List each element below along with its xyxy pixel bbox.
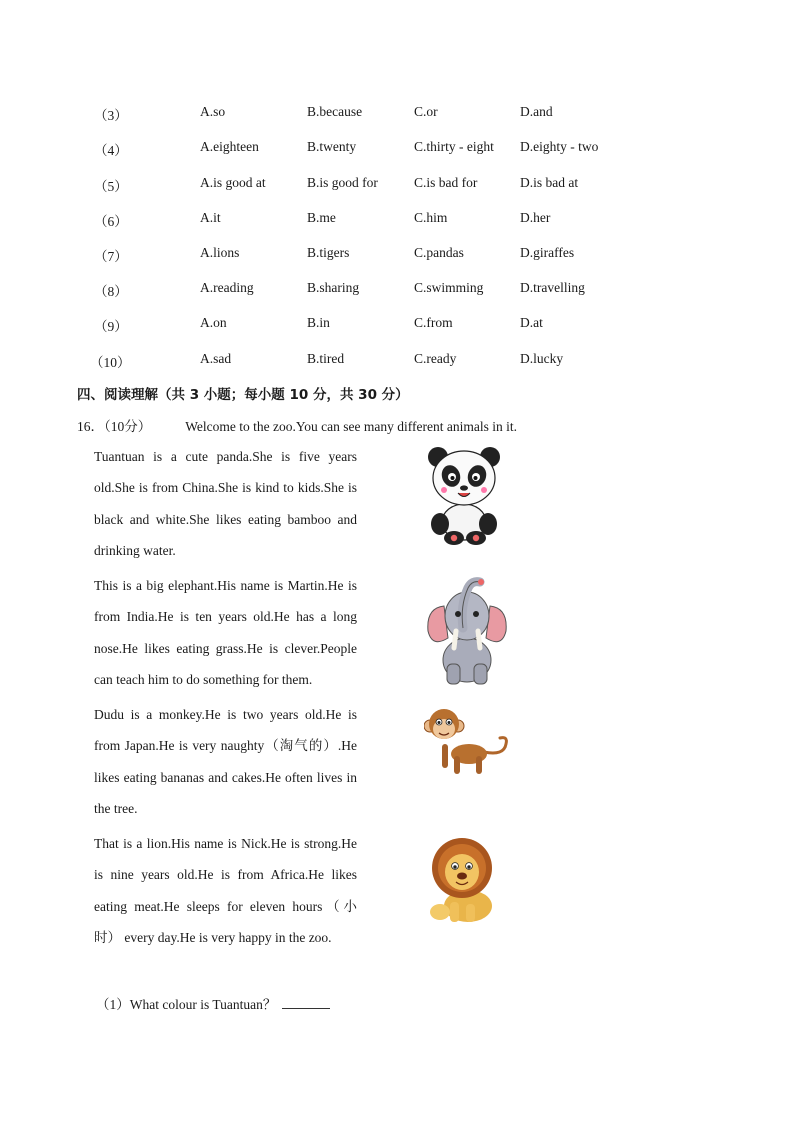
panda-icon	[424, 440, 504, 546]
option-row-4	[0, 139, 794, 159]
answer-blank[interactable]	[282, 995, 330, 1009]
option-d: D.giraffes	[520, 245, 575, 260]
option-d: D.lucky	[520, 351, 564, 366]
option-a: A.on	[200, 315, 227, 330]
option-number: （8）	[94, 284, 128, 299]
option-a: A.is good at	[200, 175, 266, 190]
option-row-10	[0, 351, 794, 371]
option-number: （6）	[94, 214, 128, 229]
option-row-3	[0, 104, 794, 124]
option-number: （3）	[94, 108, 128, 123]
option-c: C.pandas	[414, 245, 464, 260]
option-row-8	[0, 280, 794, 300]
option-number: （7）	[94, 249, 128, 264]
question-number: 16．（10分）	[77, 419, 152, 434]
option-a: A.so	[200, 104, 226, 119]
option-c: C.is bad for	[414, 175, 478, 190]
option-c: C.him	[414, 210, 448, 225]
option-d: D.and	[520, 104, 553, 119]
option-b: B.sharing	[307, 280, 360, 295]
option-number: （9）	[94, 319, 128, 334]
option-c: C.from	[414, 315, 453, 330]
subquestion-1-text: （1）What colour is Tuantuan？	[96, 997, 277, 1012]
passage-monkey: Dudu is a monkey.He is two years old.He is from Japan.He is very naughty（淘气的）.He likes eating bananas and cakes.He often lives in the tree.	[94, 707, 357, 816]
option-c: C.or	[414, 104, 438, 119]
option-a: A.it	[200, 210, 221, 225]
option-c: C.ready	[414, 351, 457, 366]
elephant-icon	[424, 576, 510, 686]
option-a: A.reading	[200, 280, 254, 295]
option-number: （4）	[94, 143, 128, 158]
passage-lion: That is a lion.His name is Nick.He is strong.He is nine years old.He is from Africa.He likes eating meat.He sleeps for eleven hours（小时） every day.He is very happy in the zoo.	[94, 836, 357, 945]
option-a: A.sad	[200, 351, 232, 366]
option-b: B.is good for	[307, 175, 378, 190]
lion-icon	[420, 830, 504, 926]
option-b: B.because	[307, 104, 363, 119]
option-b: B.tigers	[307, 245, 350, 260]
option-b: B.twenty	[307, 139, 357, 154]
section-heading: 四、阅读理解（共 3 小题；每小题 10 分，共 30 分）	[77, 387, 409, 403]
monkey-icon	[424, 700, 510, 780]
option-b: B.me	[307, 210, 336, 225]
option-row-5	[0, 175, 794, 195]
option-d: D.is bad at	[520, 175, 579, 190]
option-a: A.lions	[200, 245, 240, 260]
subquestion-1	[96, 993, 330, 1013]
option-row-9	[0, 315, 794, 335]
option-b: B.in	[307, 315, 330, 330]
option-c: C.swimming	[414, 280, 484, 295]
option-a: A.eighteen	[200, 139, 259, 154]
option-d: D.travelling	[520, 280, 585, 295]
option-number: （5）	[94, 179, 128, 194]
option-c: C.thirty - eight	[414, 139, 494, 154]
option-row-6	[0, 210, 794, 230]
question-intro: Welcome to the zoo.You can see many different animals in it.	[185, 419, 517, 434]
option-b: B.tired	[307, 351, 345, 366]
option-d: D.at	[520, 315, 543, 330]
option-number: （10）	[90, 355, 131, 370]
option-d: D.eighty - two	[520, 139, 599, 154]
option-d: D.her	[520, 210, 551, 225]
passage-elephant: This is a big elephant.His name is Martin.He is from India.He is ten years old.He has a long nose.He likes eating grass.He is clever.People can teach him to do something for them.	[94, 578, 357, 687]
question-header	[77, 415, 517, 435]
option-row-7	[0, 245, 794, 265]
passage-panda: Tuantuan is a cute panda.She is five years old.She is from China.She is kind to kids.She is black and white.She likes eating bamboo and drinking water.	[94, 449, 357, 558]
